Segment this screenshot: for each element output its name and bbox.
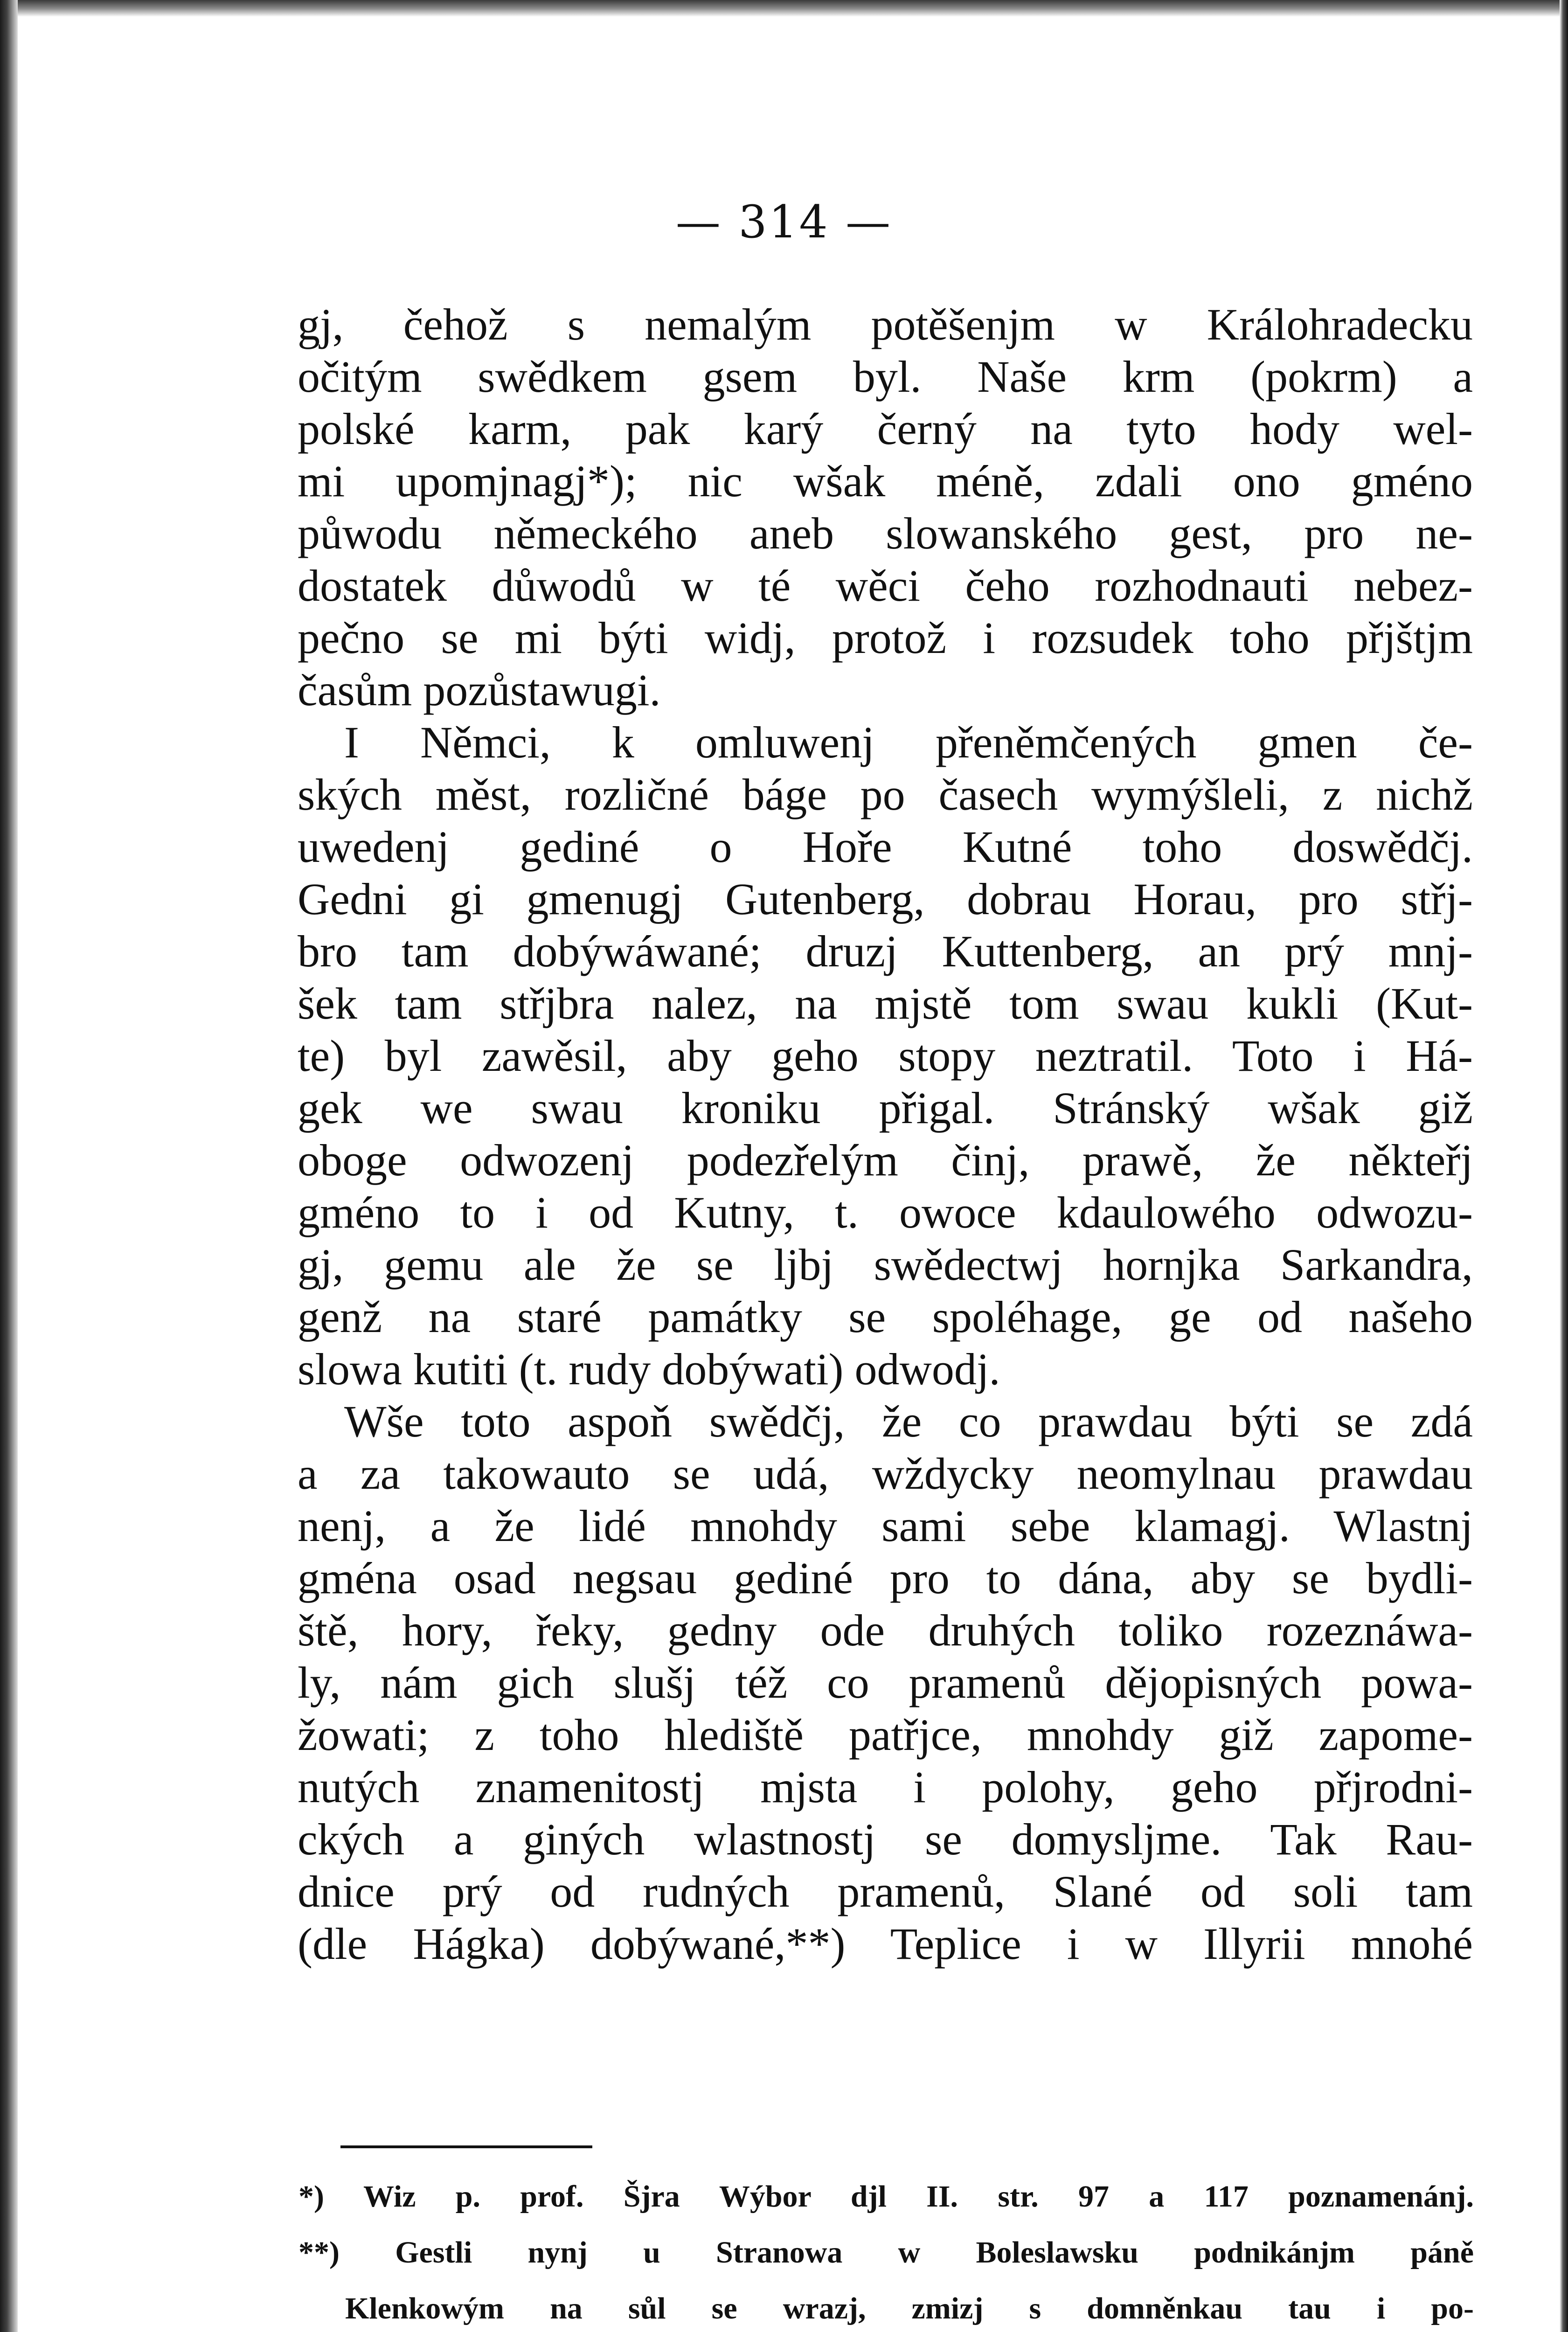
text-line: gj, čehož s nemalým potěšenjm w Králohradecku (298, 299, 1473, 349)
text-line: mi upomjnagj*); nic wšak méně, zdali ono gméno (298, 456, 1473, 506)
footnote-1: *) Wiz p. prof. Šjra Wýbor djl II. str. 97 a 117 poznamenánj. (298, 2179, 1474, 2214)
text-line: časům pozůstawugi. (298, 665, 661, 715)
text-line: ště, hory, řeky, gedny ode druhých toliko rozeznáwa- (298, 1605, 1473, 1655)
text-line: uwedenj gediné o Hoře Kutné toho doswědčj. (298, 822, 1473, 872)
text-line: a za takowauto se udá, wždycky neomylnau prawdau (298, 1449, 1473, 1499)
text-line: I Němci, k omluwenj přeněmčených gmen če- (344, 717, 1473, 767)
text-line: nenj, a že lidé mnohdy sami sebe klamagj. Wlastnj (298, 1501, 1473, 1551)
body-text (298, 298, 1473, 1970)
text-line: oboge odwozenj podezřelým činj, prawě, že někteřj (298, 1135, 1473, 1185)
text-line: nutých znamenitostj mjsta i polohy, geho přjrodni- (298, 1762, 1473, 1812)
text-line: genž na staré památky se spoléhage, ge od našeho (298, 1292, 1473, 1342)
text-line: (dle Hágka) dobýwané,**) Teplice i w Illyrii mnohé (298, 1919, 1473, 1969)
footnote-2-continued: Klenkowým na sůl se wrazj, zmizj s domněnkau tau i po- (345, 2291, 1474, 2325)
text-line: pečno se mi býti widj, protož i rozsudek toho přjštjm (298, 613, 1473, 663)
text-line: ckých a giných wlastnostj se domysljme. Tak Rau- (298, 1814, 1473, 1864)
text-line: žowati; z toho hlediště patřjce, mnohdy giž zapome- (298, 1710, 1473, 1760)
page-number: — 314 — (675, 196, 893, 248)
text-line: Wše toto aspoň swědčj, že co prawdau býti se zdá (344, 1396, 1473, 1446)
text-line: gek we swau kroniku přigal. Stránský wšak giž (298, 1083, 1473, 1133)
text-line: bro tam dobýwáwané; druzj Kuttenberg, an prý mnj- (298, 926, 1473, 976)
text-line: te) byl zawěsil, aby geho stopy neztratil. Toto i Há- (298, 1031, 1473, 1081)
text-line: gj, gemu ale že se ljbj swědectwj hornjka Sarkandra, (298, 1240, 1473, 1290)
text-line: ských měst, rozličné báge po časech wymýšleli, z nichž (298, 770, 1473, 819)
footnote-rule (340, 2145, 592, 2148)
footnote-2: **) Gestli nynj u Stranowa w Boleslawsku podnikánjm páně (298, 2235, 1474, 2270)
footnotes (298, 2169, 1474, 2332)
text-line: polské karm, pak karý černý na tyto hody wel- (298, 404, 1473, 454)
text-line: očitým swědkem gsem byl. Naše krm (pokrm) a (298, 352, 1473, 402)
text-line: Gedni gi gmenugj Gutenberg, dobrau Horau, pro střj- (298, 874, 1473, 924)
text-line: dnice prý od rudných pramenů, Slané od soli tam (298, 1867, 1473, 1916)
text-line: gméno to i od Kutny, t. owoce kdaulowého odwozu- (298, 1187, 1473, 1237)
text-line: dostatek důwodů w té wěci čeho rozhodnauti nebez- (298, 561, 1473, 611)
text-line: slowa kutiti (t. rudy dobýwati) odwodj. (298, 1344, 1000, 1394)
text-line: gména osad negsau gediné pro to dána, aby se bydli- (298, 1553, 1473, 1603)
text-line: šek tam střjbra nalez, na mjstě tom swau kukli (Kut- (298, 979, 1473, 1028)
text-line: půwodu německého aneb slowanského gest, pro ne- (298, 508, 1473, 558)
scan-edge-top (0, 0, 1568, 17)
scan-edge-right (1560, 0, 1568, 2332)
scan-edge-left (0, 0, 18, 2332)
text-line: ly, nám gich slušj též co pramenů dějopisných powa- (298, 1658, 1473, 1707)
